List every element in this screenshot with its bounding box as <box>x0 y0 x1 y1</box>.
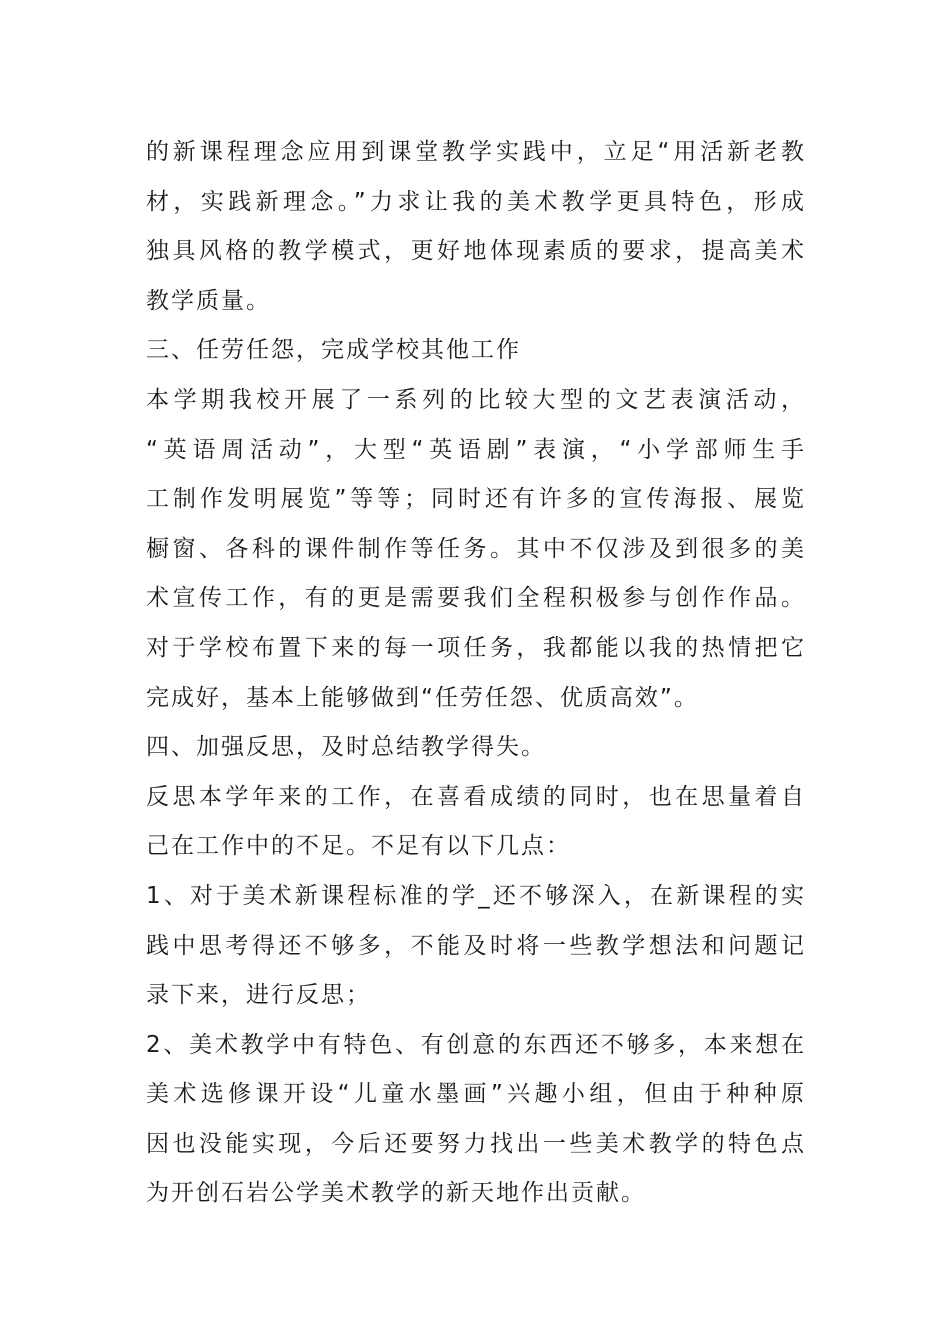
text-line: 橱窗、各科的课件制作等任务。其中不仅涉及到很多的美 <box>146 535 806 562</box>
text-line: 术宣传工作，有的更是需要我们全程积极参与创作作品。 <box>146 585 806 612</box>
list-item-line: 1、对于美术新课程标准的学_还不够深入，在新课程的实 <box>146 882 806 909</box>
text-line: 录下来，进行反思； <box>146 982 371 1009</box>
text-line: 材，实践新理念。”力求让我的美术教学更具特色，形成 <box>146 188 806 215</box>
text-line: “英语周活动”，大型“英语剧”表演，“小学部师生手 <box>146 436 806 463</box>
text-line: 教学质量。 <box>146 287 271 314</box>
text-line: 美术选修课开设“儿童水墨画”兴趣小组，但由于种种原 <box>146 1081 806 1108</box>
text-line: 独具风格的教学模式，更好地体现素质的要求，提高美术 <box>146 238 806 265</box>
text-line: 因也没能实现，今后还要努力找出一些美术教学的特色点 <box>146 1130 806 1157</box>
text-line: 践中思考得还不够多，不能及时将一些教学想法和问题记 <box>146 932 806 959</box>
text-line: 完成好，基本上能够做到“任劳任怨、优质高效”。 <box>146 684 699 711</box>
document-body <box>146 128 806 1219</box>
section-heading: 三、任劳任怨，完成学校其他工作 <box>146 337 521 364</box>
list-item-line: 2、美术教学中有特色、有创意的东西还不够多，本来想在 <box>146 1031 806 1058</box>
text-line: 本学期我校开展了一系列的比较大型的文艺表演活动， <box>146 386 806 413</box>
section-heading: 四、加强反思，及时总结教学得失。 <box>146 734 546 761</box>
text-line: 工制作发明展览”等等；同时还有许多的宣传海报、展览 <box>146 486 806 513</box>
text-line: 己在工作中的不足。不足有以下几点： <box>146 833 571 860</box>
text-line: 反思本学年来的工作，在喜看成绩的同时，也在思量着自 <box>146 783 806 810</box>
text-line: 为开创石岩公学美术教学的新天地作出贡献。 <box>146 1180 646 1207</box>
text-line: 的新课程理念应用到课堂教学实践中，立足“用活新老教 <box>146 139 806 165</box>
text-line: 对于学校布置下来的每一项任务，我都能以我的热情把它 <box>146 634 806 661</box>
